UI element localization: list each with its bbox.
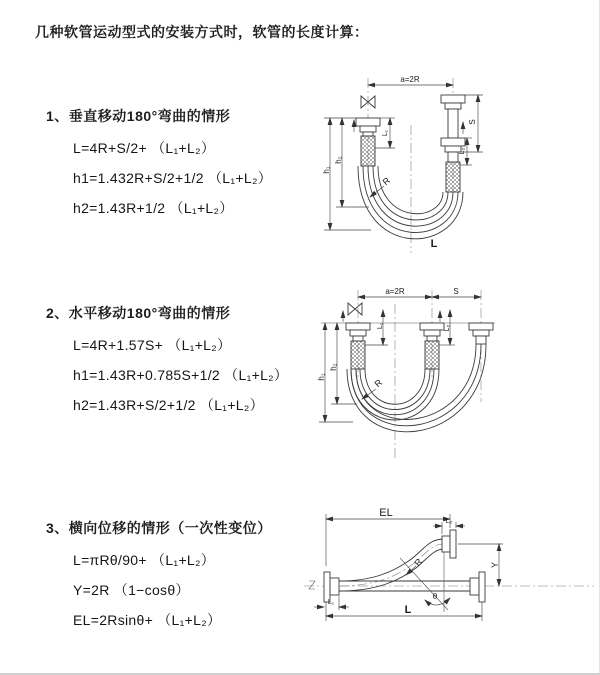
radius-label-d2: R bbox=[372, 377, 385, 390]
valve-icon-d2 bbox=[348, 303, 362, 315]
right-flange-d3 bbox=[470, 572, 485, 602]
dim-label-el-d3: EL bbox=[379, 507, 393, 519]
dim-label-y-d3: Y bbox=[490, 561, 500, 569]
dim-label-h1-d2: h₁ bbox=[317, 373, 326, 381]
dim-label-a2r-d1: a=2R bbox=[400, 75, 420, 84]
dim-label-h2-d1: h₂ bbox=[334, 156, 343, 164]
right-pipe-fitting-d1 bbox=[441, 95, 465, 192]
angle-label-d3: θ bbox=[432, 592, 438, 601]
section-3-formula-y: Y=2R （1−cosθ） bbox=[73, 582, 190, 598]
section-3-heading: 3、横向位移的情形（一次性变位） bbox=[46, 520, 272, 536]
centerline-break-mark bbox=[309, 581, 315, 589]
section-3-formula-l: L=πRθ/90+ （L₁+L₂） bbox=[73, 552, 216, 568]
diagram-horizontal-180-bend bbox=[313, 282, 600, 464]
diagram-vertical-180-bend bbox=[313, 70, 595, 256]
dim-label-s-d2: S bbox=[453, 287, 459, 296]
section-2-formula-l: L=4R+1.57S+ （L₁+L₂） bbox=[73, 337, 232, 353]
radius-label-d1: R bbox=[380, 175, 393, 188]
length-label-d1: L bbox=[430, 238, 438, 250]
left-pipe-fitting-d2 bbox=[346, 323, 370, 369]
dim-label-l1-d3: L₁ bbox=[327, 599, 335, 606]
diagram-lateral-displacement bbox=[298, 500, 600, 662]
right-pipe-fitting-d2 bbox=[469, 323, 493, 344]
dim-label-l1-d2: L₁ bbox=[377, 322, 384, 330]
dim-label-a2r-d2: a=2R bbox=[385, 287, 405, 296]
radius-label-d3: R bbox=[412, 556, 425, 569]
dim-label-s-d1: S bbox=[468, 119, 477, 125]
page-title: 几种软管运动型式的安装方式时，软管的长度计算： bbox=[35, 24, 369, 40]
left-pipe-fitting-d1 bbox=[356, 118, 380, 166]
centerlines-d2 bbox=[358, 290, 481, 460]
section-1-formula-l: L=4R+S/2+ （L₁+L₂） bbox=[73, 140, 216, 156]
section-2-formula-h1: h1=1.43R+0.785S+1/2 （L₁+L₂） bbox=[73, 367, 289, 383]
dim-label-h1-d1: h₁ bbox=[322, 166, 331, 174]
dim-label-l2-d2: L₂ bbox=[444, 324, 451, 332]
section-1-heading: 1、垂直移动180°弯曲的情形 bbox=[46, 108, 231, 124]
dim-label-l2-d3: L₂ bbox=[445, 518, 453, 525]
centerlines-d1 bbox=[368, 78, 453, 253]
dim-label-l2-d1: L₂ bbox=[459, 147, 466, 155]
middle-pipe-fitting-d2 bbox=[420, 323, 444, 369]
construction-lines-d3 bbox=[400, 552, 450, 612]
section-2-formula-h2: h2=1.43R+S/2+1/2 （L₁+L₂） bbox=[73, 397, 264, 413]
dimension-lines-d2 bbox=[319, 297, 481, 422]
dim-label-l1-d1: L₁ bbox=[382, 129, 389, 137]
section-1-formula-h1: h1=1.432R+S/2+1/2 （L₁+L₂） bbox=[73, 170, 273, 186]
length-label-d3: L bbox=[404, 604, 412, 616]
section-2-heading: 2、水平移动180°弯曲的情形 bbox=[46, 305, 231, 321]
displaced-hose-d3 bbox=[339, 539, 444, 591]
section-3-formula-el: EL=2Rsinθ+ （L₁+L₂） bbox=[73, 612, 222, 628]
section-1-formula-h2: h2=1.43R+1/2 （L₁+L₂） bbox=[73, 200, 234, 216]
dim-label-h2-d2: h₂ bbox=[329, 363, 338, 371]
hose-curves-d2 bbox=[347, 344, 486, 432]
left-flange-d3 bbox=[324, 572, 339, 602]
